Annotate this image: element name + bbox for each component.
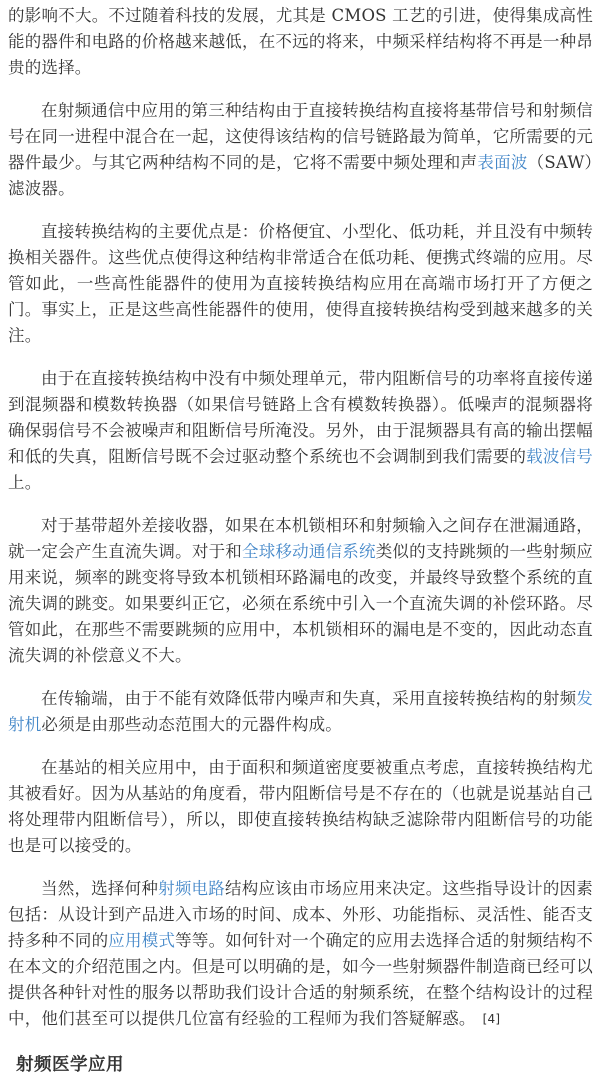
inline-link[interactable]: 载波信号 — [526, 447, 593, 466]
paragraph-text: 在射频通信中应用的第三种结构由于直接转换结构直接将基带信号和射频信号在同一进程中混合在一起，这使得该结构的信号链路最为简单，它所需要的元器件最少。与其它两种结构不同的是，它将不需要中频处理和声 — [8, 101, 593, 172]
paragraph-text: 必须是由那些动态范围大的元器件构成。 — [41, 715, 343, 734]
inline-link[interactable]: 全球移动通信系统 — [242, 542, 376, 561]
paragraph-text: 直接转换结构的主要优点是：价格便宜、小型化、低功耗，并且没有中频转换相关器件。这些优点使得这种结构非常适合在低功耗、便携式终端的应用。尽管如此，一些高性能器件的使用为直接转换结构应用在高端市场打开了方便之门。事实上，正是这些高性能器件的使用，使得直接转换结构受到越来越多的关注。 — [8, 222, 593, 345]
paragraph — [8, 513, 593, 669]
paragraph-text: （SAW）滤波器。 — [8, 153, 593, 198]
paragraph-text: 结构应该由市场应用来决定。这些指导设计的因素包括：从设计到产品进入市场的时间、成本、外形、功能指标、灵活性、能否支持多种不同的 — [8, 879, 593, 950]
section-heading-rf-medical-applications: 射频医学应用 — [16, 1055, 124, 1075]
paragraph — [8, 219, 593, 349]
article-paragraphs — [8, 3, 593, 1032]
paragraph — [8, 98, 593, 202]
paragraph — [8, 366, 593, 496]
paragraph-text: 的影响不大。不过随着科技的发展，尤其是 CMOS 工艺的引进，使得集成高性能的器件和电路的价格越来越低，在不远的将来，中频采样结构将不再是一种昂贵的选择。 — [8, 6, 593, 77]
paragraph — [8, 876, 593, 1032]
paragraph-text: 当然，选择何种 — [41, 879, 159, 898]
paragraph — [8, 3, 593, 81]
reference-marker[interactable]: [4] — [482, 1012, 501, 1026]
inline-link[interactable]: 发射机 — [8, 689, 593, 734]
paragraph — [8, 686, 593, 738]
paragraph-text: 由于在直接转换结构中没有中频处理单元，带内阻断信号的功率将直接传递到混频器和模数转换器（如果信号链路上含有模数转换器）。低噪声的混频器将确保弱信号不会被噪声和阻断信号所淹没。另外，由于混频器具有高的输出摆幅和低的失真，阻断信号既不会过驱动整个系统也不会调制到我们需要的 — [8, 369, 593, 466]
paragraph — [8, 755, 593, 859]
inline-link[interactable]: 表面波 — [477, 153, 528, 172]
paragraph-text: 等等。如何针对一个确定的应用去选择合适的射频结构不在本文的介绍范围之内。但是可以明确的是，如今一些射频器件制造商已经可以提供各种针对性的服务以帮助我们设计合适的射频系统，在整个结构设计的过程中，他们甚至可以提供几位富有经验的工程师为我们答疑解惑。 — [8, 931, 593, 1028]
paragraph-text: 对于基带超外差接收器，如果在本机锁相环和射频输入之间存在泄漏通路，就一定会产生直流失调。对于和 — [8, 516, 593, 561]
inline-link[interactable]: 应用模式 — [108, 931, 176, 950]
inline-link[interactable]: 射频电路 — [158, 879, 226, 898]
paragraph-text: 上。 — [8, 473, 42, 492]
paragraph-text: 在基站的相关应用中，由于面积和频道密度要被重点考虑，直接转换结构尤其被看好。因为从基站的角度看，带内阻断信号是不存在的（也就是说基站自己将处理带内阻断信号），所以，即使直接转换结构缺乏滤除带内阻断信号的功能也是可以接受的。 — [8, 758, 593, 855]
paragraph-text: 类似的支持跳频的一些射频应用来说，频率的跳变将导致本机锁相环路漏电的改变，并最终导致整个系统的直流失调的跳变。如果要纠正它，必须在系统中引入一个直流失调的补偿环路。尽管如此，在那些不需要跳频的应用中，本机锁相环的漏电是不变的，因此动态直流失调的补偿意义不大。 — [8, 542, 593, 665]
paragraph-text: 在传输端，由于不能有效降低带内噪声和失真，采用直接转换结构的射频 — [41, 689, 577, 708]
